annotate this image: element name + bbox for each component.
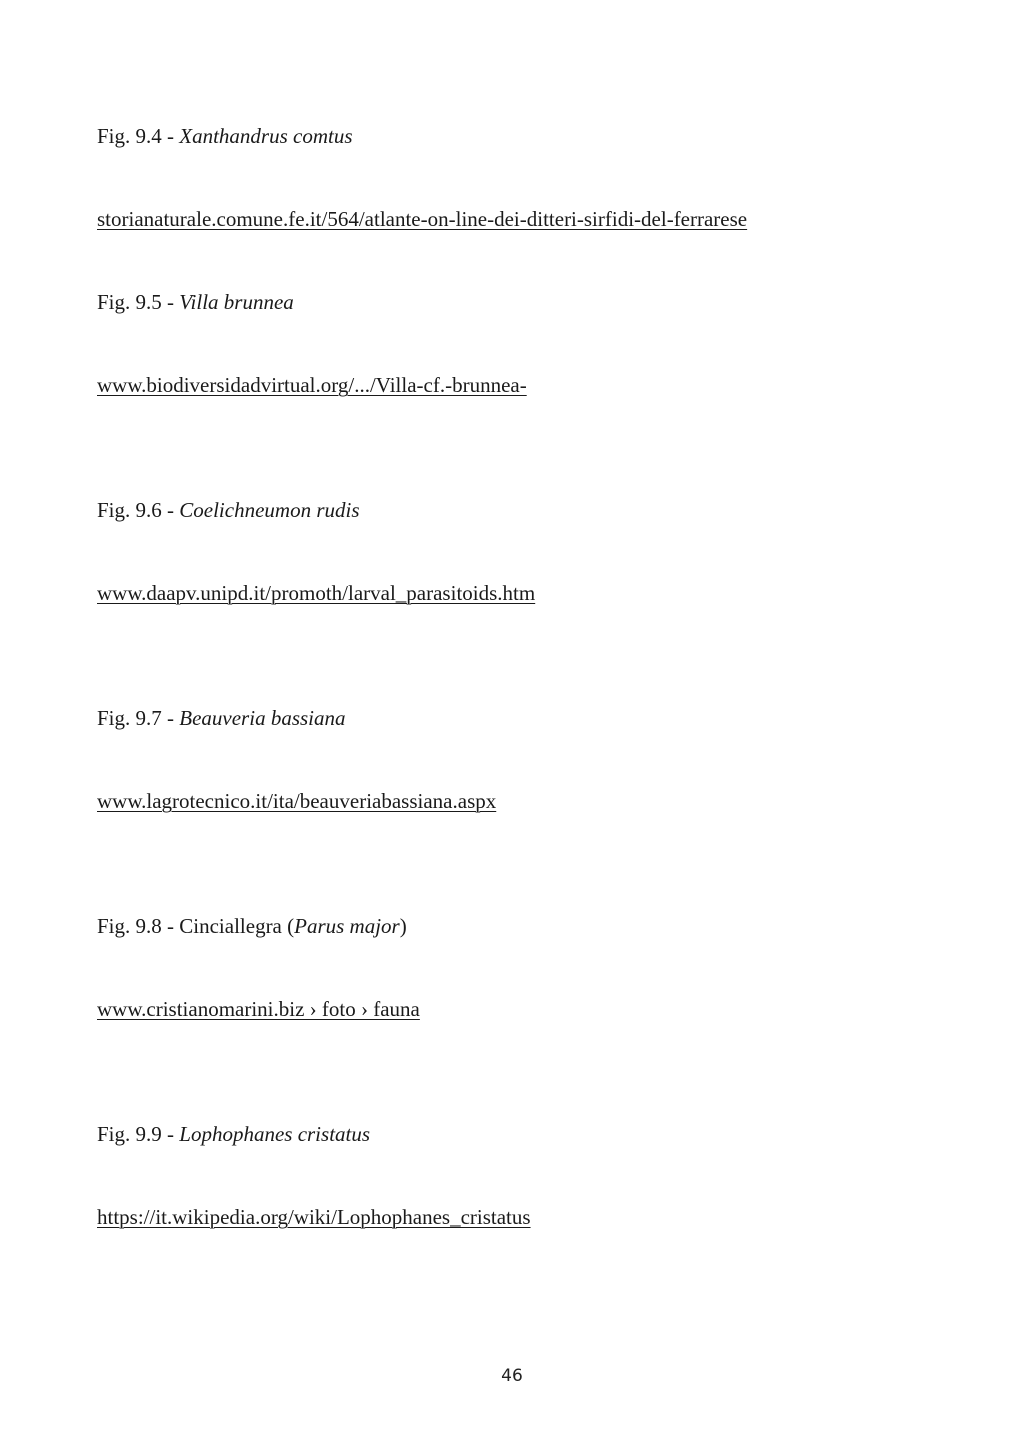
figure-caption-9-7 (97, 705, 346, 731)
figure-caption-9-6 (97, 497, 360, 523)
source-link-9-4[interactable]: storianaturale.comune.fe.it/564/atlante-on-line-dei-ditteri-sirfidi-del-ferrarese (97, 207, 748, 231)
source-link-9-5[interactable]: www.biodiversidadvirtual.org/.../Villa-cf.-brunnea- (97, 373, 527, 397)
figure-label: Fig. 9.6 - (97, 498, 180, 522)
figure-caption-9-5 (97, 289, 294, 315)
source-link-9-8[interactable]: www.cristianomarini.biz › foto › fauna (97, 997, 420, 1021)
source-link-9-6[interactable]: www.daapv.unipd.it/promoth/larval_parasitoids.htm (97, 581, 536, 605)
figure-caption-9-9 (97, 1121, 370, 1147)
figure-label: Fig. 9.8 - Cinciallegra ( (97, 914, 295, 938)
page-number: 46 (501, 1366, 523, 1386)
figure-caption-9-8 (97, 913, 407, 939)
species-name: Parus major (294, 914, 400, 938)
figure-caption-9-4 (97, 123, 353, 149)
species-name: Lophophanes cristatus (179, 1122, 371, 1146)
figure-label: Fig. 9.9 - (97, 1122, 180, 1146)
species-name: Beauveria bassiana (179, 706, 346, 730)
caption-suffix: ) (399, 914, 407, 938)
figure-label: Fig. 9.5 - (97, 290, 180, 314)
figure-label: Fig. 9.4 - (97, 124, 180, 148)
species-name: Coelichneumon rudis (179, 498, 360, 522)
source-link-9-7[interactable]: www.lagrotecnico.it/ita/beauveriabassiana.aspx (97, 789, 497, 813)
figure-label: Fig. 9.7 - (97, 706, 180, 730)
source-link-9-9[interactable]: https://it.wikipedia.org/wiki/Lophophanes_cristatus (97, 1205, 531, 1229)
species-name: Xanthandrus comtus (179, 124, 353, 148)
species-name: Villa brunnea (179, 290, 294, 314)
